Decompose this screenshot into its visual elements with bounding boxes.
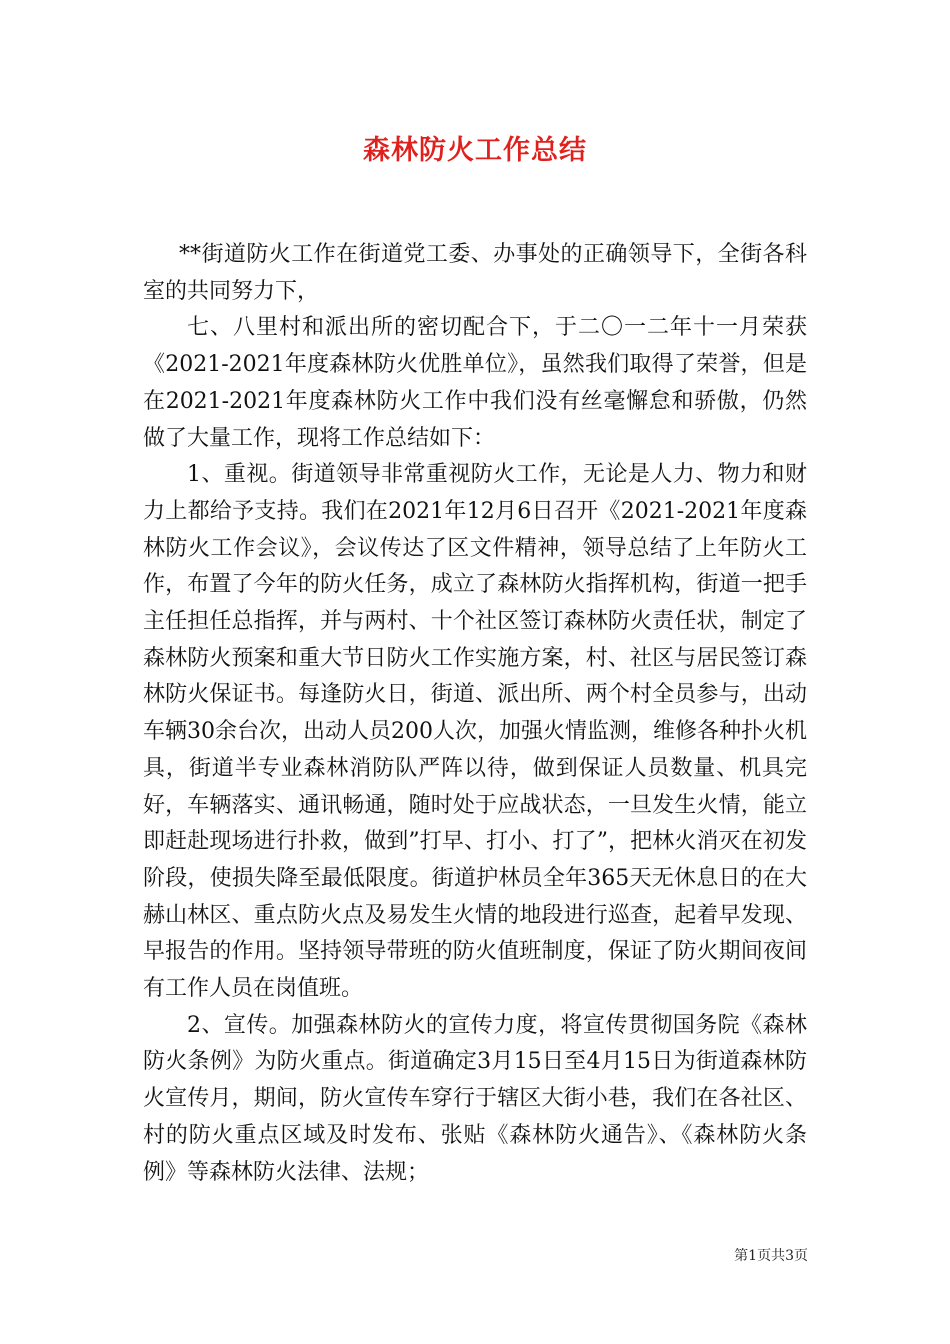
- page-number-footer: 第1页共3页: [734, 1248, 808, 1264]
- paragraph-intro: **街道防火工作在街道党工委、办事处的正确领导下，全街各科室的共同努力下，: [143, 242, 807, 304]
- paragraph-honor: 七、八里村和派出所的密切配合下，于二〇一二年十一月荣获《2021-2021年度森林防火优胜单位》，虽然我们取得了荣誉，但是在2021-2021年度森林防火工作中我们没有丝毫懈怠和骄傲，仍然做了大量工作，现将工作总结如下：: [143, 315, 807, 451]
- document-title: 森林防火工作总结: [363, 135, 587, 166]
- paragraph-publicity: 2、宣传。加强森林防火的宣传力度，将宣传贯彻国务院《森林防火条例》为防火重点。街道确定3月15日至4月15日为街道森林防火宣传月，期间，防火宣传车穿行于辖区大街小巷，我们在各社区、村的防火重点区域及时发布、张贴《森林防火通告》、《森林防火条例》等森林防火法律、法规；: [143, 1012, 807, 1185]
- document-body: [143, 237, 807, 1191]
- paragraph-importance: 1、重视。街道领导非常重视防火工作，无论是人力、物力和财力上都给予支持。我们在2021年12月6日召开《2021-2021年度森林防火工作会议》，会议传达了区文件精神，领导总结了上年防火工作，布置了今年的防火任务，成立了森林防火指挥机构，街道一把手主任担任总指挥，并与两村、十个社区签订森林防火责任状，制定了森林防火预案和重大节日防火工作实施方案，村、社区与居民签订森林防火保证书。每逢防火日，街道、派出所、两个村全员参与，出动车辆30余台次，出动人员200人次，加强火情监测，维修各种扑火机具，街道半专业森林消防队严阵以待，做到保证人员数量、机具完好，车辆落实、通讯畅通，随时处于应战状态，一旦发生火情，能立即赶赴现场进行扑救，做到”打早、打小、打了”，把林火消灭在初发阶段，使损失降至最低限度。街道护林员全年365天无休息日的在大赫山林区、重点防火点及易发生火情的地段进行巡查，起着早发现、早报告的作用。坚持领导带班的防火值班制度，保证了防火期间夜间有工作人员在岗值班。: [143, 462, 807, 1002]
